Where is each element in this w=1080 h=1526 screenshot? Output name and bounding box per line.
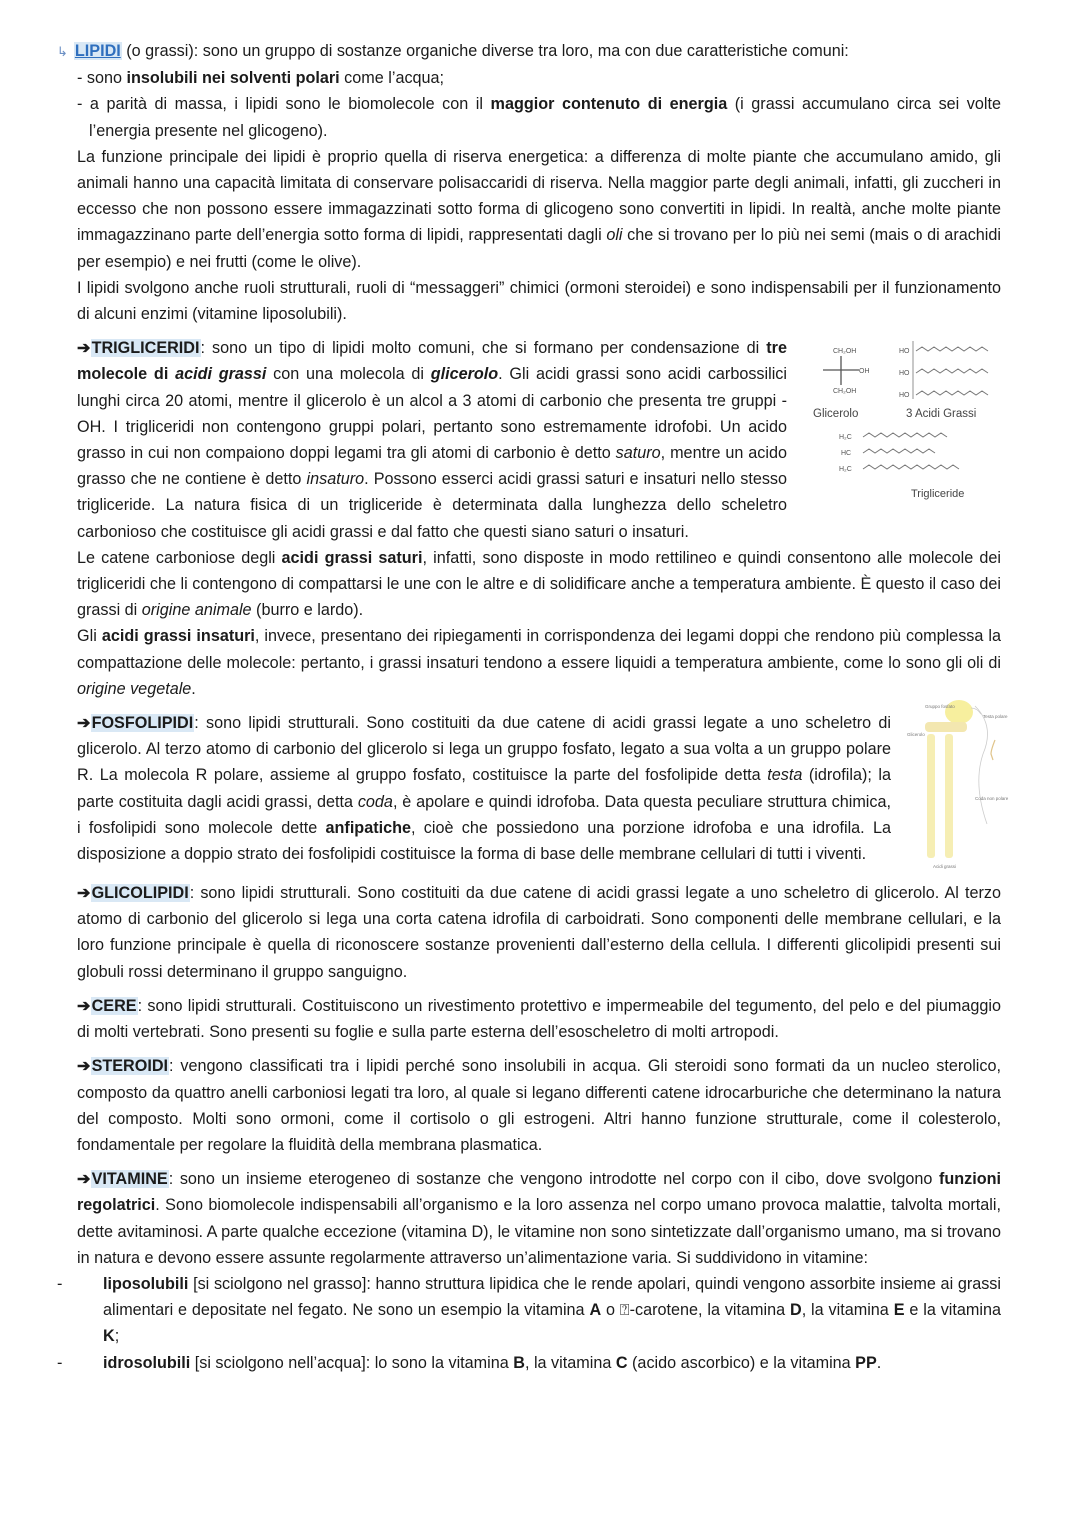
svg-text:HO: HO <box>899 392 910 400</box>
fig-ch2oh-bottom: CH₂OH <box>833 388 857 396</box>
fosfolipidi-paragraph: ➔FOSFOLIPIDI: sono lipidi strutturali. Sono costituiti da due catene di acidi grassi legate a uno scheletro di glicerolo. Al terzo atomo di carbonio del glicerolo si lega un gruppo fosfato, legato a sua volta a un gruppo polare R. La molecola R polare, assieme al gruppo fosfato, costituisce la parte del fosfolipide detta testa (idrofila); la parte costituita dagli acidi grassi, detta coda, è apolare e quindi idrofoba. Data questa peculiare struttura chimica, i fosfolipidi sono molecole dette anfipatiche, cioè che possiedono una porzione idrofoba e una idrofila. La disposizione a doppio strato dei fosfolipidi costituisce la forma di base delle membrane cellulari di tutti i viventi. <box>77 714 891 864</box>
arrow-icon: ➔ <box>77 996 91 1015</box>
svg-text:Coda non polare: Coda non polare <box>975 796 1009 802</box>
svg-text:HO: HO <box>899 370 910 378</box>
cere-heading: CERE <box>91 996 137 1015</box>
fig-ch2oh-top: CH₂OH <box>833 348 857 356</box>
svg-text:Acidi grassi: Acidi grassi <box>933 864 957 870</box>
lipidi-heading-link[interactable]: LIPIDI <box>74 42 121 60</box>
fosfolipidi-heading: FOSFOLIPIDI <box>91 714 194 733</box>
arrow-icon: ➔ <box>77 1170 91 1189</box>
fosfolipidi-section <box>77 704 1009 872</box>
arrow-icon: ➔ <box>77 714 91 733</box>
insaturi-paragraph: Gli acidi grassi insaturi, invece, presentano dei ripiegamenti in corrispondenza dei legami doppi che rendono più complessa la compattazione delle molecole: pertanto, i grassi insaturi tendono a essere liquidi a temperatura ambiente, come lo sono gli oli di origine vegetale. <box>77 627 1001 698</box>
svg-text:Gruppo fosfato: Gruppo fosfato <box>925 704 955 710</box>
liposolubili-list-item: - liposolubili [si sciolgono nel grasso]: hanno struttura lipidica che le rende apolari, quindi vengono assorbite insieme ai grassi alimentari e depositate nel fegato. Ne sono un esempio la vitamina A o ⍰-carotene, la vitamina D, la vitamina E e la vitamina K; <box>57 1274 1001 1346</box>
steroidi-paragraph: ➔STEROIDI: vengono classificati tra i lipidi perché sono insolubili in acqua. Gli steroidi sono formati da un nucleo sterolico, composto da quattro anelli carboniosi legati tra loro, al quale si legano differenti catene idrocarburiche che determinano la natura del composto. Molti sono ormoni, come il cortisolo o gli estrogeni. Altri hanno funzione strutturale, come il colesterolo, fondamentale per regolare la fluidità della membrana plasmatica. <box>77 1057 1001 1154</box>
corner-arrow-icon: ↳ <box>57 44 68 59</box>
document-page <box>57 38 1009 1376</box>
fig-glicerolo-label: Glicerolo <box>813 408 859 421</box>
trigliceridi-paragraph: ➔TRIGLICERIDI: sono un tipo di lipidi molto comuni, che si formano per condensazione di tre molecole di acidi grassi con una molecola di glicerolo. Gli acidi grassi sono acidi carbossilici lunghi circa 20 atomi, mentre il glicerolo è un alcol a 3 atomi di carbonio che presenta tre gruppi -OH. I trigliceridi non contengono gruppi polari, pertanto sono estremamente idrofobi. Un acido grasso in cui non compaiono doppi legami tra gli atomi di carbonio è detto saturo, mentre un acido grasso che ne contiene è detto insaturo. Possono esserci acidi grassi saturi e insaturi nello stesso trigliceride. La natura fisica di un trigliceride è determinata dalla lunghezza dello scheletro carbonioso che costituisce gli acidi grassi e dal fatto che questi siano saturi o insaturi. <box>77 339 788 541</box>
trigliceridi-section <box>77 335 1001 702</box>
arrow-icon: ➔ <box>77 1057 91 1076</box>
cere-paragraph: ➔CERE: sono lipidi strutturali. Costituiscono un rivestimento protettivo e impermeabile del tegumento, del pelo e del piumaggio di molti vertebrati. Sono presenti su foglie e sulla parte esterna dell’esoscheletro di molti artropodi. <box>77 996 1001 1042</box>
trigliceridi-heading: TRIGLICERIDI <box>91 339 200 358</box>
svg-text:H₂C: H₂C <box>839 466 852 474</box>
glicolipidi-paragraph: ➔GLICOLIPIDI: sono lipidi strutturali. Sono costituiti da due catene di acidi grassi legate a uno scheletro di glicerolo. Al terzo atomo di carbonio del glicerolo si lega una corta catena idrofila di carboidrati. Sono componenti delle membrane cellulari, e la loro funzione principale è quella di riconoscere sostanze provenienti dall’esterno della cellula. I differenti glicolipidi presenti sui globuli rossi determinano il gruppo sanguigno. <box>77 884 1001 981</box>
triglyceride-diagram <box>801 335 1001 503</box>
arrow-icon: ➔ <box>77 884 91 903</box>
arrow-icon: ➔ <box>77 339 91 358</box>
lipidi-paragraph-1: La funzione principale dei lipidi è proprio quella di riserva energetica: a differenza di molte piante che accumulano amido, gli animali hanno una capacità limitata di conservare polisaccaridi di riserva. Nella maggior parte degli animali, infatti, gli zuccheri in eccesso che non possono essere immagazzinati sotto forma di glicogeno sono convertiti in lipidi. In realtà, anche molte piante immagazzinano parte dell’energia sotto forma di lipidi, rappresentati dagli oli che si trovano per lo più nei semi (mais o di arachidi per esempio) e nei frutti (come le olive). <box>77 147 1001 271</box>
fig-trigliceride-label: Trigliceride <box>911 488 965 501</box>
saturi-paragraph: Le catene carboniose degli acidi grassi saturi, infatti, sono disposte in modo rettilineo e quindi consentono alle molecole dei trigliceridi che li contengono di compattarsi le une con le altre e di solidificare anche a temperatura ambiente. È questo il caso dei grassi di origine animale (burro e lardo). <box>77 548 1001 620</box>
lipidi-intro: ↳ LIPIDI (o grassi): sono un gruppo di sostanze organiche diverse tra loro, ma con due caratteristiche comuni: <box>57 42 849 60</box>
lipidi-paragraph-2: I lipidi svolgono anche ruoli strutturali, ruoli di “messaggeri” chimici (ormoni steroidei) e sono indispensabili per il funzionamento di alcuni enzimi (vitamine liposolubili). <box>77 278 1001 324</box>
steroidi-heading: STEROIDI <box>91 1057 169 1076</box>
svg-text:Testa polare: Testa polare <box>983 714 1008 720</box>
vitamine-paragraph: ➔VITAMINE: sono un insieme eterogeneo di sostanze che vengono introdotte nel corpo con il cibo, dove svolgono funzioni regolatrici. Sono biomolecole indispensabili all’organismo e la loro assenza nel corpo umano provoca malattie, talvolta mortali, dette avitaminosi. A parte qualche eccezione (vitamina D), le vitamine non sono sintetizzate dall’organismo umano, ma si trovano in natura e devono essere assunte regolarmente attraverso un’alimentazione varia. Si suddividono in vitamine: <box>77 1170 1001 1267</box>
phospholipid-diagram <box>905 700 1009 872</box>
svg-text:H₂C: H₂C <box>839 434 852 442</box>
vitamine-heading: VITAMINE <box>91 1170 168 1189</box>
fig-acidi-label: 3 Acidi Grassi <box>906 408 977 421</box>
svg-text:Glicerolo: Glicerolo <box>907 732 925 738</box>
lipidi-bullet-2: - a parità di massa, i lipidi sono le biomolecole con il maggior contenuto di energia (i grassi accumulano circa sei volte l’energia presente nel glicogeno). <box>77 95 1002 140</box>
idrosolubili-list-item: - idrosolubili [si sciolgono nell’acqua]: lo sono la vitamina B, la vitamina C (acido ascorbico) e la vitamina PP. <box>57 1353 882 1372</box>
fig-oh: OH <box>859 368 870 376</box>
svg-text:HC: HC <box>841 450 852 458</box>
lipidi-bullet-1: - sono insolubili nei solventi polari come l’acqua; <box>77 69 445 88</box>
glicolipidi-heading: GLICOLIPIDI <box>91 884 189 903</box>
svg-text:HO: HO <box>899 348 910 356</box>
